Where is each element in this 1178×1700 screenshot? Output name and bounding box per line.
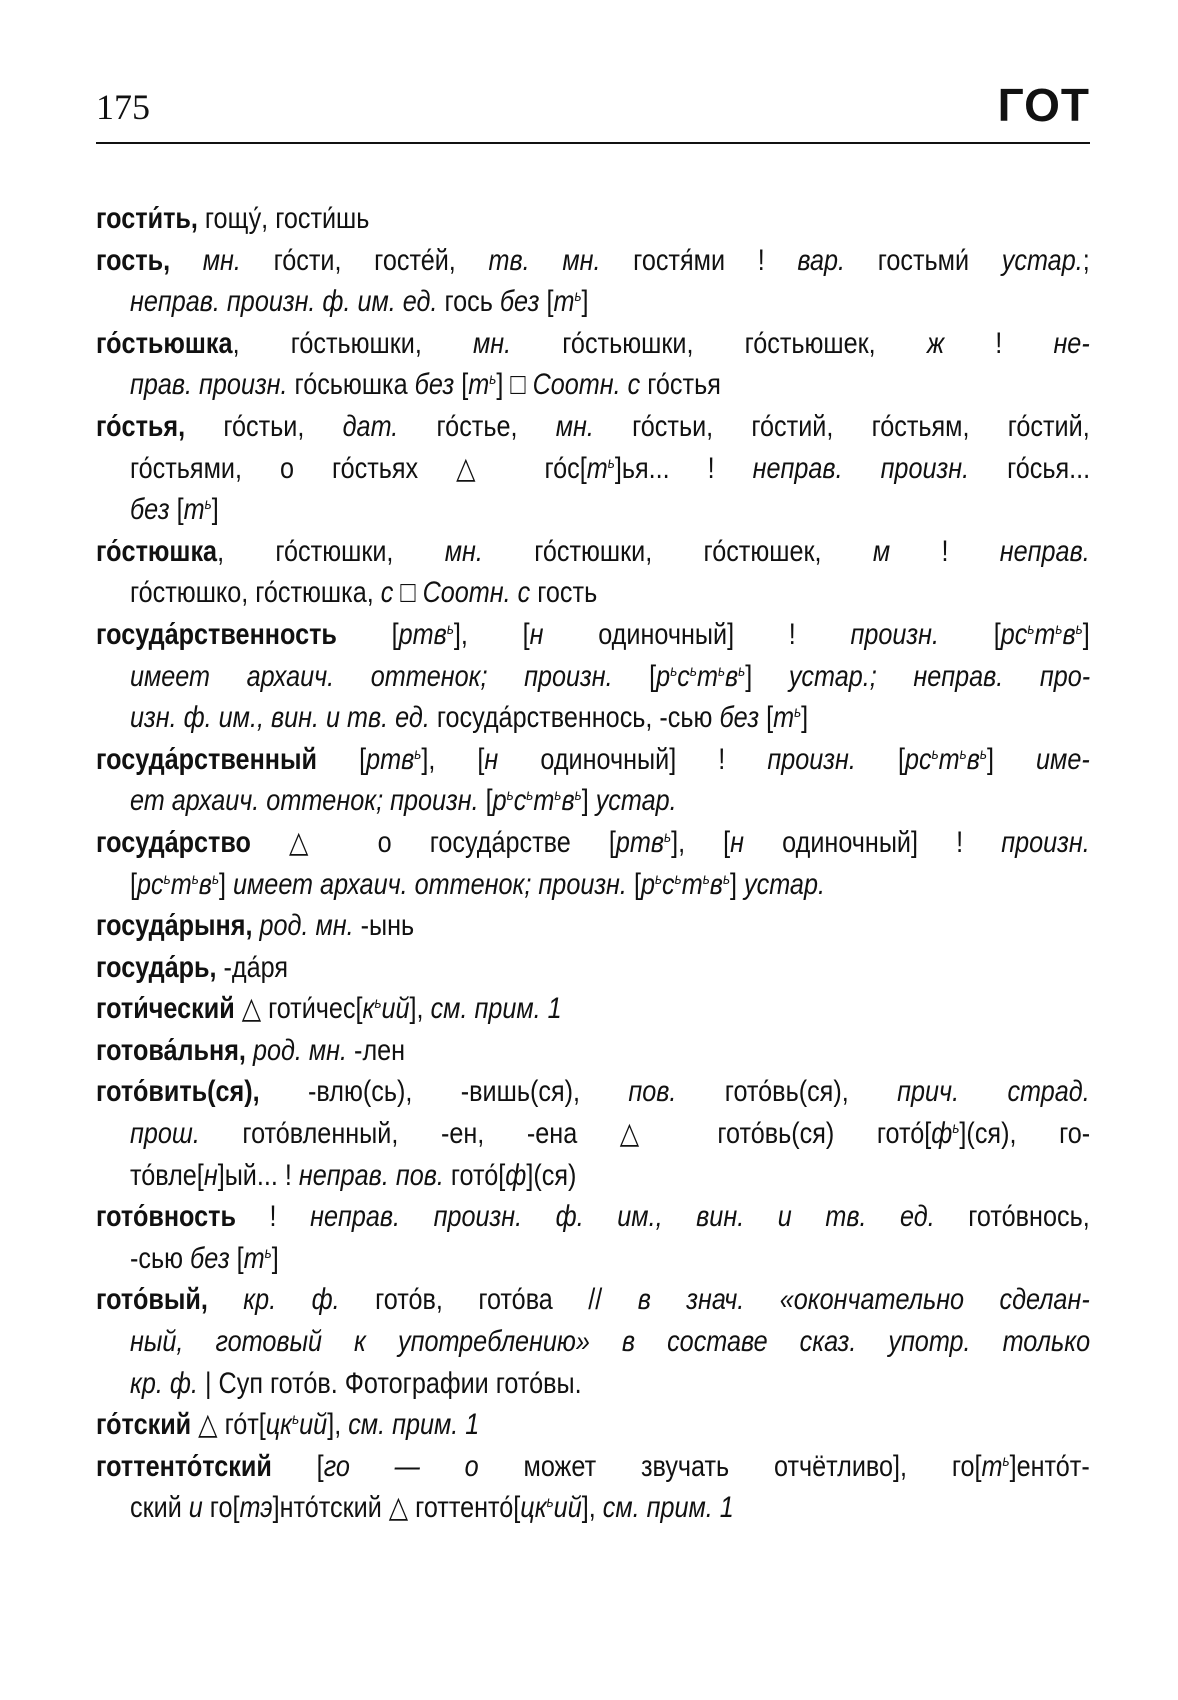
- entry-headline: [96, 905, 1090, 947]
- entry-text: , го́стьюшки,: [232, 326, 474, 360]
- grammar-note: с: [380, 576, 394, 610]
- grammar-note: име-: [1036, 742, 1090, 776]
- entry-continuation-line: [130, 1363, 1090, 1405]
- entry-text: ], [: [671, 825, 731, 859]
- dictionary-entry: [96, 1446, 1090, 1529]
- grammar-note: ий: [553, 1491, 582, 1525]
- softness-mark: ь: [191, 870, 199, 888]
- entry-continuation-line: [130, 697, 1090, 739]
- entry-text: го́стьи,: [185, 409, 343, 443]
- entry-continuation-line: [130, 1321, 1090, 1363]
- grammar-note: ф: [505, 1158, 527, 1192]
- grammar-note: вар.: [797, 243, 846, 277]
- softness-mark: ь: [959, 745, 967, 763]
- entry-text: гось: [437, 285, 500, 319]
- grammar-note: т: [586, 451, 608, 485]
- grammar-note: ф: [931, 1117, 953, 1151]
- headword: гото́вить(ся),: [96, 1075, 260, 1109]
- entry-text: ]: [730, 867, 745, 901]
- entry-text: может звучать отчётливо], го[: [478, 1449, 982, 1483]
- entry-text: △ готи́чес[: [234, 992, 363, 1026]
- entry-text: го́стья: [640, 368, 721, 402]
- grammar-note: ртв: [398, 617, 447, 651]
- entry-text: го́стье,: [398, 409, 556, 443]
- entry-text: одиночный] !: [498, 742, 768, 776]
- headword: го́тский: [96, 1408, 192, 1442]
- headword: го́стюшка: [96, 534, 218, 568]
- entry-headline: [96, 1030, 1090, 1072]
- entry-text: [: [229, 1241, 244, 1275]
- grammar-note: тв. мн.: [488, 243, 601, 277]
- softness-mark: ь: [1075, 620, 1083, 638]
- grammar-note: ет архаич. оттенок; произн.: [130, 784, 479, 818]
- entry-text: [: [939, 617, 1001, 651]
- entry-text: -влю(сь), -вишь(ся),: [259, 1075, 629, 1109]
- entry-text: одиночный] !: [744, 825, 1002, 859]
- grammar-note: не-: [1053, 326, 1090, 360]
- entry-text: гото́вленный, -ен, -ена △ гото́вь(ся) гото́[: [199, 1117, 932, 1151]
- grammar-note: ртв: [366, 742, 415, 776]
- softness-mark: ь: [204, 496, 212, 514]
- softness-mark: ь: [1002, 1452, 1010, 1470]
- headword: гости́ть,: [96, 202, 198, 235]
- softness-mark: ь: [211, 870, 220, 888]
- entry-text: ]: [581, 784, 596, 818]
- dictionary-entry: [96, 1030, 1090, 1072]
- entry-continuation-line: [130, 364, 1090, 406]
- entry-text: [: [130, 867, 138, 901]
- headword: готи́ческий: [96, 992, 235, 1026]
- softness-mark: ь: [264, 1244, 272, 1262]
- entry-text: ]: [986, 742, 1037, 776]
- entry-text: △ го́т[: [191, 1408, 266, 1442]
- grammar-note: в: [561, 784, 575, 818]
- softness-mark: ь: [794, 704, 802, 722]
- softness-mark: ь: [674, 870, 682, 888]
- softness-mark: ь: [1027, 620, 1035, 638]
- entry-continuation-line: [130, 1155, 1090, 1197]
- grammar-note: без: [499, 285, 540, 319]
- grammar-note: т: [533, 784, 555, 818]
- entry-text: гостьми́: [845, 243, 1002, 277]
- softness-mark: ь: [489, 371, 497, 389]
- entry-continuation-line: [130, 1238, 1090, 1280]
- dictionary-entry: [96, 905, 1090, 947]
- softness-mark: ь: [546, 1494, 554, 1512]
- grammar-note: мн.: [444, 534, 483, 568]
- grammar-note: рс: [904, 742, 932, 776]
- entry-continuation-line: [130, 489, 1090, 531]
- dictionary-entry: [96, 1404, 1090, 1446]
- guide-word: ГОТ: [997, 79, 1090, 131]
- entry-headline: [96, 1404, 1090, 1446]
- entry-continuation-line: [130, 864, 1090, 906]
- grammar-note: в: [1062, 617, 1076, 651]
- grammar-note: неправ. произн. ф. им. ед.: [130, 285, 438, 319]
- softness-mark: ь: [446, 620, 454, 638]
- softness-mark: ь: [654, 870, 663, 888]
- entry-continuation-line: [130, 780, 1090, 822]
- entry-text: ], [: [421, 742, 485, 776]
- entry-headline: [96, 947, 1090, 989]
- entry-text: [: [169, 493, 184, 527]
- entry-text: △ о госуда́рстве [: [250, 825, 616, 859]
- dictionary-entry: [96, 1071, 1090, 1196]
- grammar-note: цк: [265, 1408, 293, 1442]
- grammar-note: без: [414, 368, 455, 402]
- entry-headline: [96, 1196, 1090, 1238]
- grammar-note: произн.: [850, 617, 940, 651]
- entry-headline: [96, 198, 1090, 240]
- grammar-note: в: [725, 659, 739, 693]
- entry-text: ]нто́тский △ готтенто́[: [272, 1491, 521, 1525]
- entry-text: [: [759, 701, 774, 735]
- grammar-note: изн. ф. им., вин. и тв. ед.: [130, 701, 430, 735]
- headword: гото́вый,: [96, 1283, 208, 1317]
- softness-mark: ь: [717, 662, 726, 680]
- softness-mark: ь: [1055, 620, 1063, 638]
- dictionary-entry: [96, 988, 1090, 1030]
- grammar-note: т: [681, 867, 703, 901]
- headword: гость,: [96, 243, 171, 277]
- softness-mark: ь: [574, 787, 582, 805]
- entry-text: □: [393, 576, 423, 610]
- entry-headline: [96, 1071, 1090, 1113]
- grammar-note: неправ.: [999, 534, 1090, 568]
- dictionary-entry: [96, 739, 1090, 822]
- softness-mark: ь: [374, 995, 382, 1013]
- entry-text: !: [890, 534, 1000, 568]
- entry-text: го́стюшко, го́стюшка,: [130, 576, 381, 610]
- grammar-note: см. прим. 1: [348, 1408, 480, 1442]
- grammar-note: мн.: [170, 243, 241, 277]
- grammar-note: т: [1034, 617, 1056, 651]
- softness-mark: ь: [163, 870, 171, 888]
- grammar-note: и: [188, 1491, 203, 1525]
- grammar-note: р: [640, 867, 655, 901]
- entry-headline: [96, 1446, 1090, 1488]
- grammar-note: неправ. произн. ф. им., вин. и тв. ед.: [310, 1200, 935, 1234]
- entry-text: !: [235, 1200, 311, 1234]
- grammar-note: с: [662, 867, 675, 901]
- entry-text: ]: [581, 285, 589, 319]
- entry-text: гото́внось,: [934, 1200, 1090, 1234]
- softness-mark: ь: [722, 870, 731, 888]
- entry-text: го́сья...: [969, 451, 1091, 485]
- grammar-note: го — о: [323, 1449, 479, 1483]
- softness-mark: ь: [526, 787, 534, 805]
- dictionary-entry: [96, 947, 1090, 989]
- headword: готтенто́тский: [96, 1449, 272, 1483]
- entry-text: гото́вь(ся),: [676, 1075, 898, 1109]
- entry-text: [: [478, 784, 493, 818]
- entry-text: одиночный] !: [543, 617, 851, 651]
- headword: го́стья,: [96, 409, 186, 443]
- grammar-note: в: [709, 867, 723, 901]
- headword: госуда́рственность: [96, 617, 337, 651]
- entry-headline: [96, 240, 1090, 282]
- entry-continuation-line: [130, 448, 1090, 490]
- grammar-note: ртв: [615, 825, 665, 859]
- entry-text: ]: [211, 493, 219, 527]
- entry-continuation-line: [130, 281, 1090, 323]
- entry-text: -лен: [347, 1033, 406, 1067]
- entry-text: ]: [745, 659, 789, 693]
- entry-text: гостя́ми !: [600, 243, 798, 277]
- softness-mark: ь: [979, 745, 987, 763]
- dictionary-entry: [96, 822, 1090, 905]
- grammar-note: к: [362, 992, 375, 1026]
- grammar-note: Соотн. с: [532, 368, 641, 402]
- grammar-note: произн.: [1001, 825, 1090, 859]
- grammar-note: устар.: [744, 867, 825, 901]
- entry-text: ]ья... !: [614, 451, 753, 485]
- dictionary-entry: [96, 1196, 1090, 1279]
- softness-mark: ь: [506, 787, 514, 805]
- dictionary-entry: [96, 198, 1090, 240]
- softness-mark: ь: [931, 745, 939, 763]
- grammar-note: ж: [926, 326, 945, 360]
- grammar-note: неправ. произн.: [752, 451, 970, 485]
- entry-text: го́стьи, го́стий, го́стьям, го́стий,: [593, 409, 1090, 443]
- grammar-note: прош.: [130, 1117, 200, 1151]
- grammar-note: тэ: [239, 1491, 273, 1525]
- entry-headline: [96, 739, 1090, 781]
- softness-mark: ь: [952, 1120, 960, 1138]
- softness-mark: ь: [554, 787, 562, 805]
- entry-continuation-line: [130, 572, 1090, 614]
- entry-text: [: [612, 659, 657, 693]
- grammar-note: м: [872, 534, 891, 568]
- entry-text: [: [626, 867, 641, 901]
- grammar-note: пов.: [628, 1075, 677, 1109]
- entry-text: [: [271, 1449, 324, 1483]
- grammar-note: т: [183, 493, 205, 527]
- grammar-note: в: [966, 742, 980, 776]
- dictionary-entry: [96, 1279, 1090, 1404]
- grammar-note: рс: [137, 867, 164, 901]
- grammar-note: дат.: [342, 409, 399, 443]
- softness-mark: ь: [574, 288, 582, 306]
- entry-text: ] □: [496, 368, 533, 402]
- entry-text: ]: [271, 1241, 279, 1275]
- entry-text: ],: [581, 1491, 603, 1525]
- grammar-note: т: [243, 1241, 265, 1275]
- entry-continuation-line: [130, 1113, 1090, 1155]
- entry-headline: [96, 614, 1090, 656]
- grammar-note: т: [696, 659, 718, 693]
- grammar-note: т: [981, 1449, 1003, 1483]
- grammar-note: н: [203, 1158, 218, 1192]
- grammar-note: т: [468, 368, 490, 402]
- entry-text: то́вле[: [130, 1158, 204, 1192]
- entry-text: | Суп гото́в. Фотографии гото́вы.: [197, 1366, 582, 1400]
- entry-headline: [96, 1279, 1090, 1321]
- grammar-note: устар.; неправ. про-: [788, 659, 1091, 693]
- entry-text: ](ся): [526, 1158, 577, 1192]
- headword: госуда́рство: [96, 825, 251, 859]
- dictionary-entry: [96, 614, 1090, 739]
- entry-text: ;: [1082, 243, 1090, 277]
- entry-text: -ынь: [353, 909, 415, 943]
- entry-text: -сью: [130, 1241, 191, 1275]
- grammar-note: без: [190, 1241, 230, 1275]
- entry-text: [: [454, 368, 469, 402]
- softness-mark: ь: [702, 870, 710, 888]
- entry-text: го[: [202, 1491, 240, 1525]
- entry-text: гощу́, гости́шь: [197, 202, 370, 235]
- entry-text: , го́стюшки,: [217, 534, 445, 568]
- entry-text: го́стьями, о го́стьях △ го́с[: [130, 451, 587, 485]
- entry-text: [: [855, 742, 905, 776]
- dictionary-entries: [96, 198, 1090, 1529]
- entry-text: [: [539, 285, 554, 319]
- entry-text: гото́в, гото́ва //: [339, 1283, 638, 1317]
- dictionary-entry: [96, 240, 1090, 323]
- softness-mark: ь: [664, 828, 672, 846]
- entry-text: !: [944, 326, 1054, 360]
- entry-text: ],: [409, 992, 431, 1026]
- grammar-note: прич. страд.: [897, 1075, 1090, 1109]
- entry-continuation-line: [130, 656, 1090, 698]
- entry-text: ]ый... !: [217, 1158, 299, 1192]
- entry-headline: [96, 531, 1090, 573]
- entry-text: -да́ря: [216, 950, 289, 984]
- grammar-note: неправ. пов.: [298, 1158, 444, 1192]
- headword: госуда́рыня,: [96, 909, 253, 943]
- grammar-note: ный, готовый к употреблению» в составе сказ. употр. только: [130, 1325, 1091, 1359]
- entry-text: [: [317, 742, 367, 776]
- entry-headline: [96, 323, 1090, 365]
- headword: гото́вность: [96, 1200, 236, 1234]
- grammar-note: род. мн.: [252, 909, 354, 943]
- dictionary-entry: [96, 531, 1090, 614]
- grammar-note: кр. ф.: [130, 1366, 198, 1400]
- entry-text: го́сьюшка: [287, 368, 415, 402]
- entry-text: ],: [327, 1408, 349, 1442]
- grammar-note: т: [773, 701, 795, 735]
- dictionary-entry: [96, 406, 1090, 531]
- softness-mark: ь: [292, 1411, 300, 1429]
- entry-text: ](ся), го-: [959, 1117, 1091, 1151]
- entry-text: ]: [219, 867, 234, 901]
- entry-headline: [96, 406, 1090, 448]
- grammar-note: см. прим. 1: [430, 992, 562, 1026]
- entry-text: ский: [130, 1491, 189, 1525]
- entry-text: ]: [801, 701, 809, 735]
- page-number: 175: [96, 87, 150, 127]
- grammar-note: н: [730, 825, 745, 859]
- entry-text: гото́[: [443, 1158, 506, 1192]
- grammar-note: р: [492, 784, 507, 818]
- grammar-note: н: [484, 742, 499, 776]
- grammar-note: с: [513, 784, 527, 818]
- grammar-note: т: [170, 867, 192, 901]
- grammar-note: кр. ф.: [207, 1283, 340, 1317]
- softness-mark: ь: [738, 662, 746, 680]
- grammar-note: цк: [520, 1491, 547, 1525]
- grammar-note: род. мн.: [245, 1033, 348, 1067]
- softness-mark: ь: [670, 662, 678, 680]
- grammar-note: т: [938, 742, 960, 776]
- softness-mark: ь: [607, 454, 615, 472]
- entry-text: го́сти, госте́й,: [240, 243, 489, 277]
- entry-text: го́стьюшки, го́стьюшек,: [511, 326, 927, 360]
- grammar-note: без: [719, 701, 760, 735]
- entry-text: госуда́рственнось, -сью: [429, 701, 720, 735]
- headword: го́стьюшка: [96, 326, 233, 360]
- entry-headline: [96, 988, 1090, 1030]
- grammar-note: произн.: [767, 742, 856, 776]
- softness-mark: ь: [414, 745, 422, 763]
- grammar-note: мн.: [473, 326, 512, 360]
- grammar-note: с: [677, 659, 690, 693]
- grammar-note: в знач. «окончательно сделан-: [637, 1283, 1090, 1317]
- header-rule: [96, 142, 1090, 144]
- entry-text: гость: [530, 576, 598, 610]
- grammar-note: ий: [381, 992, 410, 1026]
- grammar-note: мн.: [555, 409, 594, 443]
- grammar-note: без: [130, 493, 170, 527]
- grammar-note: Соотн. с: [422, 576, 531, 610]
- grammar-note: н: [529, 617, 544, 651]
- grammar-note: прав. произн.: [130, 368, 288, 402]
- grammar-note: см. прим. 1: [602, 1491, 734, 1525]
- entry-text: го́стюшки, го́стюшек,: [482, 534, 873, 568]
- entry-text: [: [336, 617, 399, 651]
- dictionary-entry: [96, 323, 1090, 406]
- grammar-note: имеет архаич. оттенок; произн.: [130, 659, 613, 693]
- grammar-note: р: [656, 659, 671, 693]
- grammar-note: в: [198, 867, 212, 901]
- grammar-note: имеет архаич. оттенок; произн.: [233, 867, 627, 901]
- entry-text: ], [: [453, 617, 530, 651]
- entry-continuation-line: [130, 1487, 1090, 1529]
- grammar-note: устар.: [595, 784, 677, 818]
- grammar-note: ий: [299, 1408, 328, 1442]
- grammar-note: устар.: [1001, 243, 1083, 277]
- headword: готова́льня,: [96, 1033, 246, 1067]
- grammar-note: рс: [1000, 617, 1028, 651]
- entry-text: ]: [1082, 617, 1090, 651]
- entry-headline: [96, 822, 1090, 864]
- grammar-note: т: [553, 285, 575, 319]
- softness-mark: ь: [689, 662, 697, 680]
- headword: госуда́рственный: [96, 742, 318, 776]
- headword: госуда́рь,: [96, 950, 217, 984]
- entry-text: ]енто́т-: [1009, 1449, 1090, 1483]
